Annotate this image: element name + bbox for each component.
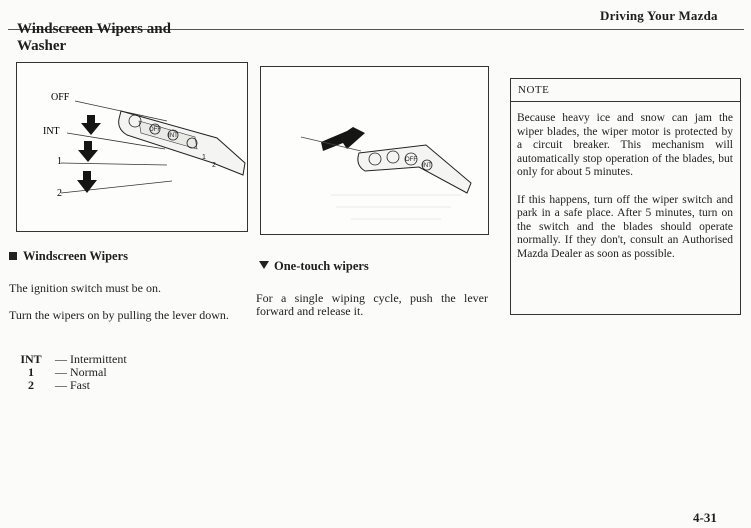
label-1: 1 [57,156,62,167]
label-off: OFF [51,92,70,103]
ignition-text: The ignition switch must be on. [9,281,161,295]
note-box [510,78,741,315]
note-paragraph-2: If this happens, turn off the wiper switch and park in a safe place. After 5 minutes, turn on the switch and the blades should operate normally. If they don't, consult an Authorised Mazda Dealer as soon as possible. [517,193,733,260]
section-header: Driving Your Mazda [600,8,718,23]
one-touch-wiper-figure [260,66,489,235]
label-int: INT [43,126,60,137]
note-title: NOTE [511,79,740,102]
windscreen-wipers-heading: Windscreen Wipers [9,249,128,264]
one-touch-wipers-heading: One-touch wipers [259,259,369,274]
square-bullet-icon [9,252,17,260]
page-title-line-2: Washer [17,38,67,54]
wiper-lever-illustration [17,63,247,231]
push-arrow [321,127,365,151]
page-title-line-1: Windscreen Wipers and [17,21,171,37]
page-number: 4-31 [693,510,717,525]
label-2: 2 [57,188,62,199]
one-touch-lever-illustration [261,67,488,234]
one-touch-instruction-text: For a single wiping cycle, push the lever forward and release it. [256,291,488,318]
svg-text:OFF: OFF [149,127,161,133]
svg-text:INT: INT [422,163,432,169]
svg-text:2: 2 [212,162,216,169]
wipers-instruction-text: Turn the wipers on by pulling the lever down. [9,308,229,322]
svg-text:INT: INT [168,133,178,139]
wiper-lever-positions-figure [16,62,248,232]
note-paragraph-1: Because heavy ice and snow can jam the wiper blades, the wiper motor is protected by a circuit breaker. This mechanism will automatically stop operation of the blades, but only for about 5 minutes. [517,112,733,178]
page-title [17,21,217,55]
svg-text:OFF: OFF [405,157,417,163]
svg-text:1: 1 [202,154,206,161]
triangle-bullet-icon [259,261,269,269]
